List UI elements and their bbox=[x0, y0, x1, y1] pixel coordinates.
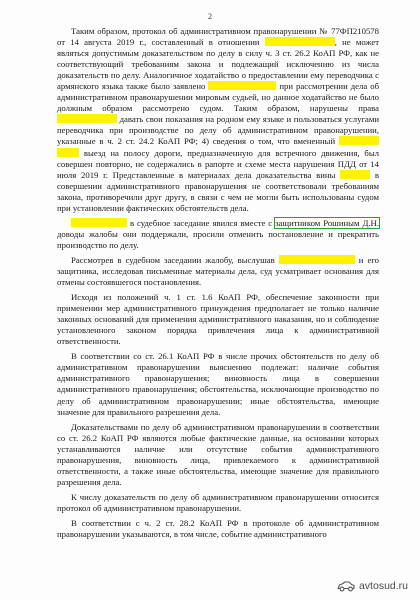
paragraph-text: в судебное заседание явился вместе с bbox=[127, 217, 276, 228]
paragraph-text: давать свои показания на родном ему языке и пользоваться услугами переводчика при производстве по делу об административном правонарушении, указанные в ч. 2 ст. 24.2 КоАП РФ; 4) сведения о том, что вмененный bbox=[57, 114, 379, 147]
paragraph-text: доводы жалобы они поддержали, просили отменить постановление и прекратить производство по делу. bbox=[57, 228, 379, 250]
paragraph bbox=[57, 292, 379, 347]
redaction-highlight bbox=[339, 136, 379, 145]
paragraph bbox=[57, 518, 379, 540]
watermark bbox=[337, 580, 408, 592]
paragraph-text: Таким образом, протокол об административном правонарушении № 77ФП210578 от 14 августа 2019 г., составленный в отношении bbox=[57, 26, 379, 48]
paragraph-text: В соответствии с ч. 2 ст. 28.2 КоАП РФ в протоколе об административном правонарушении указываются, в том числе, событие административного bbox=[57, 517, 379, 540]
paragraph-text: К числу доказательств по делу об административном правонарушении относится протокол об административном правонарушении. bbox=[57, 491, 379, 513]
paragraph-text: Исходя из положений ч. 1 ст. 1.6 КоАП РФ, обеспечение законности при применении мер административного принуждения предполагает не только наличие законных оснований для применения административного наказания, но и соблюдение установленного законом порядка привлечения лица к административной ответственности. bbox=[57, 292, 379, 347]
paragraph bbox=[57, 255, 379, 288]
car-icon bbox=[337, 581, 355, 592]
paragraph bbox=[57, 351, 379, 417]
redaction-highlight bbox=[340, 170, 370, 179]
paragraph-text: в совершении административного правонарушения не соответствовали требованиям закона, противоречили друг другу, в связи с чем не могли быть использованы судом при установлении фактических обстоятельств дела. bbox=[57, 169, 380, 213]
paragraph bbox=[57, 422, 379, 488]
redaction-highlight bbox=[71, 218, 127, 227]
redaction-highlight bbox=[57, 148, 79, 157]
paragraph bbox=[57, 492, 379, 514]
paragraph-text: выезд на полосу дороги, предназначенную для встречного движения, был совершен повторно, не содержались в рапорте и схеме места нарушения ПДД от 14 июля 2019 г. Представленные в материалах дела доказательства вины bbox=[57, 147, 379, 180]
paragraph-text: В соответствии со ст. 26.1 КоАП РФ в числе прочих обстоятельств по делу об административном правонарушении выяснению подлежат: наличие события административного правонарушения; виновность лица в совершении административного правонарушения; обстоятельства, исключающие производство по делу об административном правонарушении; иные обстоятельства, имеющие значение для правильного разрешения дела. bbox=[57, 351, 379, 417]
redaction-highlight bbox=[57, 114, 117, 123]
paragraph-text: , не может являться допустимым доказательством по делу в силу ч. 3 ст. 26.2 КоАП РФ, как не соответствующий требованиям закона и подлежащий исключению из числа доказательств по делу. Аналогичное ходатайство о предоставлении ему переводчика с армянского языка также было заявлено bbox=[57, 37, 380, 92]
boxed-defender-name: защитником Рошиным Д.Н. bbox=[275, 217, 379, 228]
redaction-highlight bbox=[279, 255, 355, 264]
paragraph bbox=[57, 218, 379, 251]
page-number: 2 bbox=[208, 12, 212, 21]
paragraph-text: и его защитника, исследовав письменные материалы дела, суд усматривает основания для отмены состоявшегося постановления. bbox=[57, 254, 379, 288]
paragraph bbox=[57, 26, 379, 214]
document-body bbox=[57, 26, 379, 540]
paragraph-text: Доказательствами по делу об административном правонарушении в соответствии со ст. 26.2 КоАП РФ являются любые фактические данные, на основании которых устанавливаются наличие или отсутствие события административного правонарушения, виновность лица, привлекаемого к административной ответственности, а также иные обстоятельства, имеющие значение для правильного разрешения дела. bbox=[57, 421, 379, 487]
paragraph-text: при рассмотрении дела об административном правонарушении мировым судьей, но данное ходатайство не было должным образом рассмотрено судом. Таким образом, нарушены права bbox=[57, 81, 380, 114]
redaction-highlight bbox=[208, 81, 276, 90]
redaction-highlight bbox=[265, 37, 335, 46]
watermark-text: avtosud.ru bbox=[358, 580, 408, 592]
paragraph-text: Рассмотрев в судебном заседании жалобу, выслушав bbox=[71, 254, 279, 265]
